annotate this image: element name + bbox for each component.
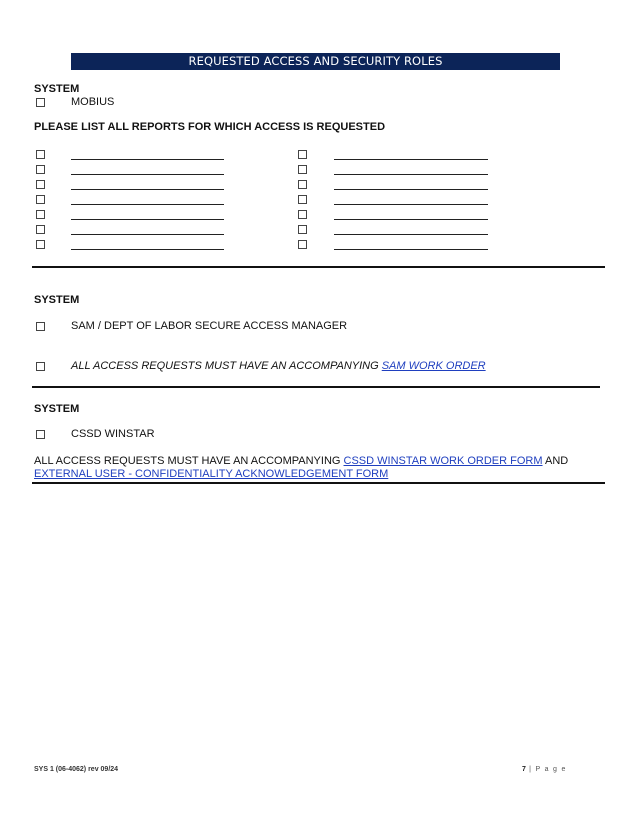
report-checkbox[interactable]: [36, 240, 45, 249]
reports-heading: PLEASE LIST ALL REPORTS FOR WHICH ACCESS IS REQUESTED: [34, 121, 386, 133]
report-checkbox[interactable]: [298, 225, 307, 234]
report-checkbox[interactable]: [36, 225, 45, 234]
report-name-field[interactable]: [71, 234, 224, 235]
report-name-field[interactable]: [334, 249, 488, 250]
report-name-field[interactable]: [334, 234, 488, 235]
report-name-field[interactable]: [71, 174, 224, 175]
report-name-field[interactable]: [334, 174, 488, 175]
report-checkbox[interactable]: [298, 150, 307, 159]
report-checkbox[interactable]: [36, 180, 45, 189]
page-number: 7: [522, 766, 526, 773]
report-name-field[interactable]: [71, 189, 224, 190]
section-banner: REQUESTED ACCESS AND SECURITY ROLES: [71, 53, 560, 70]
sam-notice-checkbox[interactable]: [36, 362, 45, 371]
report-checkbox[interactable]: [36, 210, 45, 219]
winstar-notice-line1: [34, 455, 568, 468]
sam-label: SAM / DEPT OF LABOR SECURE ACCESS MANAGER: [71, 320, 348, 332]
report-name-field[interactable]: [334, 204, 488, 205]
winstar-notice-and: AND: [542, 455, 569, 467]
winstar-label: CSSD WINSTAR: [71, 428, 155, 440]
report-name-field[interactable]: [71, 204, 224, 205]
sam-notice: [71, 360, 486, 373]
section-divider-2: [32, 386, 600, 388]
report-checkbox[interactable]: [298, 165, 307, 174]
mobius-checkbox[interactable]: [36, 98, 45, 107]
report-checkbox[interactable]: [298, 180, 307, 189]
confidentiality-form-link[interactable]: EXTERNAL USER - CONFIDENTIALITY ACKNOWLEDGEMENT FORM: [34, 468, 389, 480]
report-name-field[interactable]: [71, 219, 224, 220]
sam-notice-text: ALL ACCESS REQUESTS MUST HAVE AN ACCOMPANYING: [71, 360, 382, 372]
report-checkbox[interactable]: [298, 195, 307, 204]
page-label: | P a g e: [525, 766, 567, 773]
report-checkbox[interactable]: [298, 240, 307, 249]
form-id: SYS 1 (06-4062) rev 09/24: [34, 766, 119, 773]
report-checkbox[interactable]: [36, 165, 45, 174]
sam-checkbox[interactable]: [36, 322, 45, 331]
section-divider-1: [32, 266, 605, 268]
section-divider-3: [32, 482, 605, 484]
report-name-field[interactable]: [71, 249, 224, 250]
report-checkbox[interactable]: [36, 195, 45, 204]
report-name-field[interactable]: [334, 159, 488, 160]
system-heading-3: SYSTEM: [34, 403, 80, 415]
report-name-field[interactable]: [71, 159, 224, 160]
winstar-checkbox[interactable]: [36, 430, 45, 439]
report-name-field[interactable]: [334, 189, 488, 190]
sam-work-order-link[interactable]: SAM WORK ORDER: [381, 360, 486, 372]
winstar-notice-text: ALL ACCESS REQUESTS MUST HAVE AN ACCOMPANYING: [34, 455, 344, 467]
system-heading-2: SYSTEM: [34, 294, 80, 306]
page-indicator: [522, 766, 567, 773]
report-name-field[interactable]: [334, 219, 488, 220]
winstar-notice-line2: [34, 468, 388, 481]
system-heading-1: SYSTEM: [34, 83, 80, 95]
winstar-work-order-link[interactable]: CSSD WINSTAR WORK ORDER FORM: [343, 455, 543, 467]
report-checkbox[interactable]: [36, 150, 45, 159]
mobius-label: MOBIUS: [71, 96, 115, 108]
report-checkbox[interactable]: [298, 210, 307, 219]
